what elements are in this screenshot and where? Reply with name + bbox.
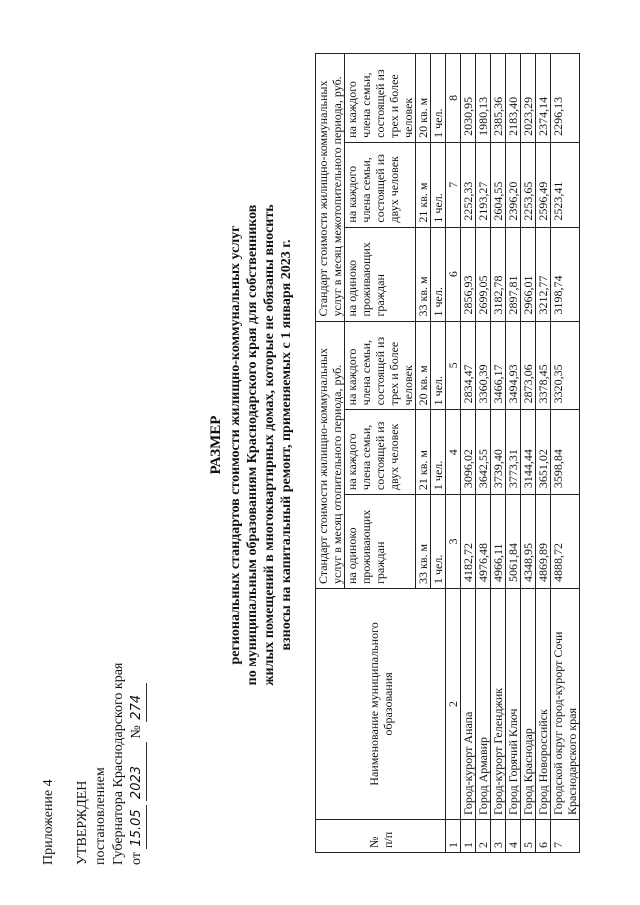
person-count: 1 чел. [431,142,446,227]
value-cell: 1980,13 [476,54,491,143]
column-index-row [446,54,461,853]
value-cell: 3598,84 [551,410,580,495]
value-cell: 3466,17 [491,321,506,410]
value-cell: 5061,84 [506,495,521,589]
table-row [476,54,491,853]
value-cell: 3320,35 [551,321,580,410]
row-number: 7 [551,820,580,853]
value-cell: 3182,78 [491,227,506,321]
municipality-name: Город Новороссийск [536,589,551,820]
value-cell: 2897,81 [506,227,521,321]
value-cell: 4182,72 [461,495,476,589]
sub-header-single: на одиноко проживающих граждан [345,227,416,321]
value-cell: 3773,31 [506,410,521,495]
value-cell: 3144,44 [521,410,536,495]
person-count: 1 чел. [431,495,446,589]
sub-header-two: на каждого члена семьи, состоящей из двух человек [345,142,416,227]
col-header-name: Наименование муниципального образования [316,589,446,820]
row-number: 5 [521,820,536,853]
area-33: 33 кв. м [416,495,431,589]
row-number: 3 [491,820,506,853]
sub-header-single: на одиноко проживающих граждан [345,495,416,589]
area-21: 21 кв. м [416,410,431,495]
municipality-name: Город Горячий Ключ [506,589,521,820]
title-line-2: региональных стандартов стоимости жилищно-коммунальных услуг [228,225,243,665]
value-cell: 4966,11 [491,495,506,589]
person-count: 1 чел. [431,410,446,495]
resolution-label: постановлением [93,767,108,865]
value-cell: 4348,95 [521,495,536,589]
row-number: 4 [506,820,521,853]
value-cell: 2604,55 [491,142,506,227]
header-row-groups [316,54,345,853]
value-cell: 3360,39 [476,321,491,410]
number-prefix: № [129,725,144,739]
date-year: 2023 [128,742,147,801]
table-row [461,54,476,853]
value-cell: 2374,14 [536,54,551,143]
value-cell: 3651,02 [536,410,551,495]
value-cell: 3096,02 [461,410,476,495]
municipality-name: Городской округ город-курорт Сочи Краснодарского края [551,589,580,820]
column-index: 6 [446,227,461,321]
area-21: 21 кв. м [416,142,431,227]
municipality-name: Город Краснодар [521,589,536,820]
date-day: 15.05 [128,805,147,849]
title-line-5: взносы на капитальный ремонт, применяемых с 1 января 2023 г. [279,239,294,651]
column-index: 7 [446,142,461,227]
row-number: 2 [476,820,491,853]
approved-label: УТВЕРЖДЕН [75,780,90,865]
value-cell: 2253,65 [521,142,536,227]
table-row [491,54,506,853]
value-cell: 3494,93 [506,321,521,410]
row-number: 1 [461,820,476,853]
value-cell: 3198,74 [551,227,580,321]
title-line-3: по муниципальным образованиям Краснодарского края для собственников [245,204,260,686]
column-index: 2 [446,589,461,820]
municipality-name: Город-курорт Анапа [461,589,476,820]
column-index: 3 [446,495,461,589]
value-cell: 2193,27 [476,142,491,227]
area-20: 20 кв. м [416,321,431,410]
standards-table [315,53,580,853]
value-cell: 3642,55 [476,410,491,495]
group-header-nonheating: Стандарт стоимости жилищно-коммунальных услуг в месяц межотопительного периода, руб. [316,54,345,322]
municipality-name: Город-курорт Геленджик [491,589,506,820]
col-header-no: № п/п [316,820,446,853]
value-cell: 2856,93 [461,227,476,321]
value-cell: 2596,49 [536,142,551,227]
sub-header-three: на каждого члена семьи, состоящей из трех и более человек [345,321,416,410]
value-cell: 2396,20 [506,142,521,227]
value-cell: 3739,40 [491,410,506,495]
value-cell: 4888,72 [551,495,580,589]
value-cell: 2523,41 [551,142,580,227]
title-line-4: жилых помещений в многоквартирных домах, которые не обязаны вносить [262,204,277,686]
value-cell: 2023,29 [521,54,536,143]
governor-label: Губернатора Краснодарского края [111,662,126,865]
value-cell: 2834,47 [461,321,476,410]
approval-date-line [128,565,147,865]
date-prefix: от [129,852,144,865]
value-cell: 4976,48 [476,495,491,589]
column-index: 5 [446,321,461,410]
person-count: 1 чел. [431,227,446,321]
value-cell: 2873,06 [521,321,536,410]
municipality-name: Город Армавир [476,589,491,820]
table-row [536,54,551,853]
person-count: 1 чел. [431,321,446,410]
value-cell: 3212,77 [536,227,551,321]
column-index: 4 [446,410,461,495]
value-cell: 3378,45 [536,321,551,410]
value-cell: 2385,36 [491,54,506,143]
sub-header-two: на каждого члена семьи, состоящей из двух человек [345,410,416,495]
area-33: 33 кв. м [416,227,431,321]
group-header-heating: Стандарт стоимости жилищно-коммунальных услуг в месяц отопительного периода, руб. [316,321,345,588]
annex-label: Приложение 4 [41,779,56,865]
value-cell: 2296,13 [551,54,580,143]
table-row [551,54,580,853]
person-count: 1 чел. [431,54,446,143]
column-index: 1 [446,820,461,853]
column-index: 8 [446,54,461,143]
resolution-number: 274 [128,683,147,722]
value-cell: 2183,40 [506,54,521,143]
table-row [506,54,521,853]
table-row [521,54,536,853]
value-cell: 2699,05 [476,227,491,321]
sub-header-three: на каждого члена семьи, состоящей из трех и более человек [345,54,416,143]
value-cell: 2030,95 [461,54,476,143]
row-number: 6 [536,820,551,853]
value-cell: 2966,01 [521,227,536,321]
value-cell: 4869,89 [536,495,551,589]
area-20: 20 кв. м [416,54,431,143]
document-title [208,135,295,755]
title-main: РАЗМЕР [208,415,224,475]
value-cell: 2252,33 [461,142,476,227]
approval-block [40,565,147,865]
